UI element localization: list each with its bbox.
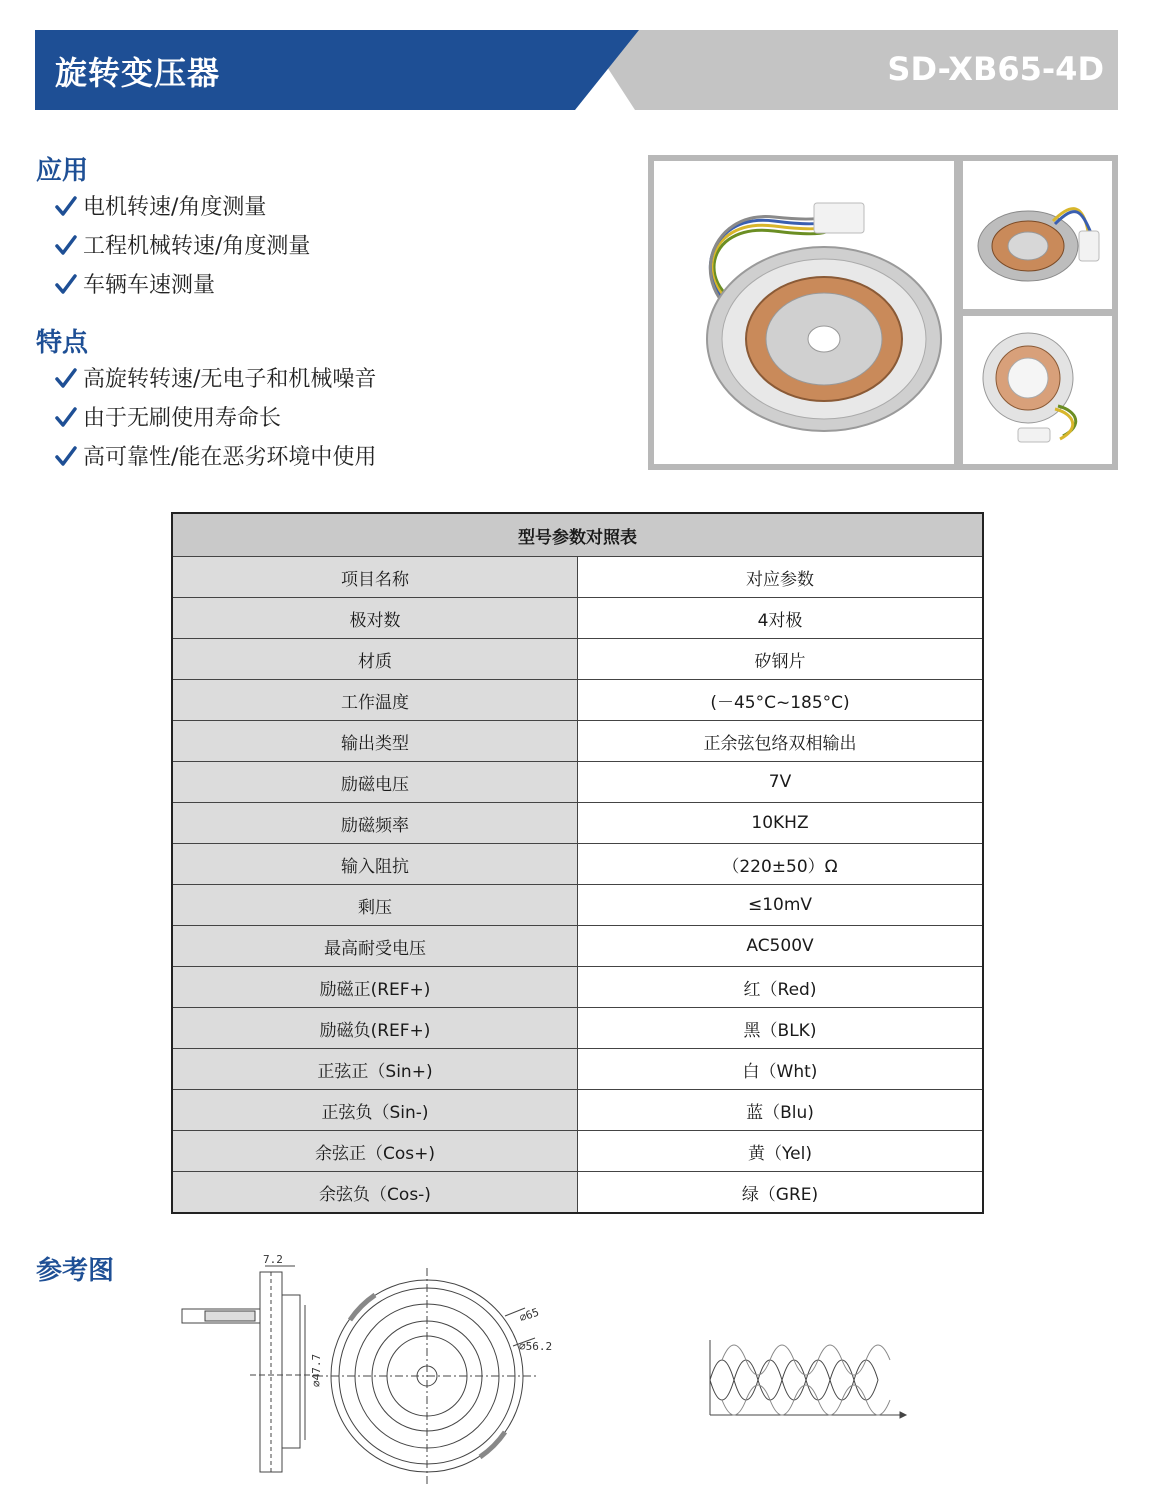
application-text: 车辆车速测量 [83, 273, 216, 298]
resolver-top-illustration [963, 316, 1112, 464]
output-waveform-diagram [700, 1335, 910, 1425]
table-row [172, 1049, 983, 1090]
technical-drawing [175, 1250, 575, 1490]
row-key: 励磁频率 [172, 803, 578, 844]
table-row [172, 803, 983, 844]
table-row [172, 967, 983, 1008]
dim-thickness: 7.2 [263, 1253, 283, 1266]
table-row [172, 680, 983, 721]
table-row [172, 762, 983, 803]
check-icon [55, 234, 77, 256]
row-key: 励磁正(REF+) [172, 967, 578, 1008]
row-value: 黄（Yel) [578, 1131, 984, 1172]
table-row [172, 844, 983, 885]
list-item [55, 188, 310, 227]
table-row [172, 926, 983, 967]
list-item [55, 227, 310, 266]
table-row [172, 1008, 983, 1049]
row-value: ≤10mV [578, 885, 984, 926]
table-caption-row [172, 513, 983, 557]
row-value: 矽钢片 [578, 639, 984, 680]
table-row [172, 721, 983, 762]
side-view [182, 1266, 320, 1472]
product-model: SD-XB65-4D [887, 50, 1104, 88]
list-item [55, 399, 376, 438]
row-key: 余弦正（Cos+) [172, 1131, 578, 1172]
features-list [55, 360, 376, 477]
dim-mid-diameter: ⌀56.2 [519, 1340, 553, 1353]
table-row [172, 598, 983, 639]
row-key: 正弦负（Sin-) [172, 1090, 578, 1131]
row-value: (－45°C~185°C) [578, 680, 984, 721]
table-row [172, 1172, 983, 1214]
row-key: 励磁电压 [172, 762, 578, 803]
row-key: 最高耐受电压 [172, 926, 578, 967]
dim-inner-diameter: ⌀47.7 [310, 1353, 323, 1387]
row-value: 7V [578, 762, 984, 803]
row-value: AC500V [578, 926, 984, 967]
row-value: 白（Wht) [578, 1049, 984, 1090]
resolver-photo-illustration [654, 161, 954, 464]
row-value: 黑（BLK) [578, 1008, 984, 1049]
feature-text: 由于无刷使用寿命长 [83, 406, 282, 431]
table-caption: 型号参数对照表 [172, 513, 983, 557]
front-view [315, 1268, 539, 1484]
application-text: 电机转速/角度测量 [83, 195, 267, 220]
row-key: 正弦正（Sin+) [172, 1049, 578, 1090]
row-key: 输入阻抗 [172, 844, 578, 885]
column-header-value: 对应参数 [578, 557, 984, 598]
reference-heading: 参考图 [36, 1256, 115, 1286]
feature-text: 高旋转转速/无电子和机械噪音 [83, 367, 377, 392]
cos-envelope [710, 1360, 878, 1400]
column-header-key: 项目名称 [172, 557, 578, 598]
feature-text: 高可靠性/能在恶劣环境中使用 [83, 445, 377, 470]
list-item [55, 360, 376, 399]
row-key: 输出类型 [172, 721, 578, 762]
table-row [172, 639, 983, 680]
sin-envelope [710, 1360, 878, 1400]
check-icon [55, 406, 77, 428]
row-key: 工作温度 [172, 680, 578, 721]
row-key: 余弦负（Cos-) [172, 1172, 578, 1214]
table-header-row [172, 557, 983, 598]
row-key: 材质 [172, 639, 578, 680]
row-value: 正余弦包络双相输出 [578, 721, 984, 762]
application-text: 工程机械转速/角度测量 [83, 234, 311, 259]
check-icon [55, 273, 77, 295]
product-photo-main [654, 161, 954, 464]
row-value: （220±50）Ω [578, 844, 984, 885]
row-key: 极对数 [172, 598, 578, 639]
row-value: 10KHZ [578, 803, 984, 844]
table-row [172, 1131, 983, 1172]
check-icon [55, 445, 77, 467]
row-key: 剩压 [172, 885, 578, 926]
list-item [55, 438, 376, 477]
product-photo-gallery [648, 155, 1118, 470]
product-title: 旋转变压器 [55, 54, 221, 92]
spec-table [171, 512, 984, 1214]
product-photo-top [963, 316, 1112, 464]
list-item [55, 266, 310, 305]
row-value: 绿（GRE) [578, 1172, 984, 1214]
table-row [172, 885, 983, 926]
applications-list [55, 188, 310, 305]
resolver-side-illustration [963, 161, 1112, 309]
row-key: 励磁负(REF+) [172, 1008, 578, 1049]
row-value: 蓝（Blu) [578, 1090, 984, 1131]
row-value: 红（Red) [578, 967, 984, 1008]
check-icon [55, 367, 77, 389]
header-banner [35, 30, 1118, 110]
applications-heading: 应用 [36, 156, 89, 186]
check-icon [55, 195, 77, 217]
table-row [172, 1090, 983, 1131]
dim-outer-diameter: ⌀65 [517, 1305, 541, 1325]
row-value: 4对极 [578, 598, 984, 639]
features-heading: 特点 [36, 328, 89, 358]
product-photo-side [963, 161, 1112, 309]
